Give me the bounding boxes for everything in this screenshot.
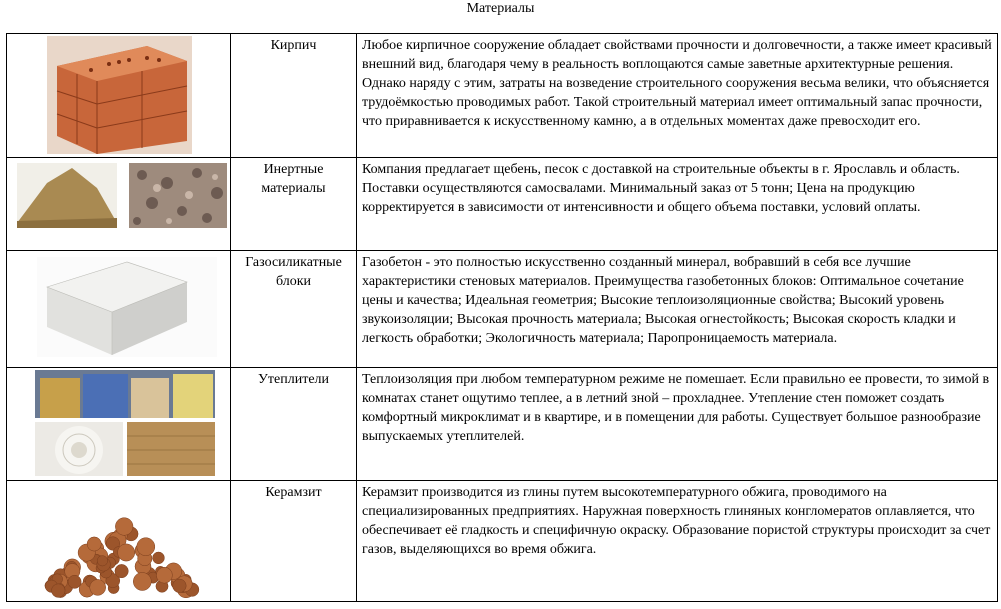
image-cell xyxy=(7,34,231,158)
material-name: Кирпич xyxy=(231,34,357,158)
sand-gravel-image xyxy=(17,163,227,228)
material-name: Утеплители xyxy=(231,368,357,481)
image-cell xyxy=(7,368,231,481)
image-cell xyxy=(7,251,231,368)
material-name: Инертные материалы xyxy=(231,158,357,251)
table-row xyxy=(7,34,998,158)
table-row xyxy=(7,481,998,602)
aerated-block-image xyxy=(37,257,217,357)
brick-stack-image xyxy=(47,36,192,154)
material-description: Любое кирпичное сооружение обладает свойствами прочности и долговечности, а также имеет красивый внешний вид, благодаря чему в реальность воплощаются самые заветные архитектурные решения. Однако наряду с этим, затраты на возведение строительного сооружения весьма велики, что объясняется трудоёмкостью проводимых работ. Такой строительный материал имеет оптимальный запас прочности, что приравнивается к искусственному камню, а в отдельных моментах даже превосходит его. xyxy=(357,34,998,158)
table-row xyxy=(7,158,998,251)
materials-table xyxy=(6,33,998,602)
material-description: Газобетон - это полностью искусственно созданный минерал, вобравший в себя все лучшие характеристики стеновых материалов. Преимущества газобетонных блоков: Оптимальное сочетание цены и качества; Идеальная геометрия; Высокие теплоизоляционные свойства; Высокий уровень звукоизоляции; Высокая прочность материала; Высокая огнестойкость; Высокая скорость кладки и легкость обработки; Экологичность материала; Паропроницаемость материала. xyxy=(357,251,998,368)
insulation-rolls-image xyxy=(35,370,215,476)
material-name: Газосиликатные блоки xyxy=(231,251,357,368)
material-description: Компания предлагает щебень, песок с доставкой на строительные объекты в г. Ярославль и область. Поставки осуществляются самосвалами. Минимальный заказ от 5 тонн; Цена на продукцию корректируется в зависимости от интенсивности и общего объема поставки, условий оплаты. xyxy=(357,158,998,251)
material-description: Теплоизоляция при любом температурном режиме не помешает. Если правильно ее провести, то зимой в комнатах станет ощутимо теплее, а в летний зной – прохладнее. Утепление стен поможет создать комфортный микроклимат и в квартире, и в помещении для работы. Существует большое разнообразие выпускаемых утеплителей. xyxy=(357,368,998,481)
page-title: Материалы xyxy=(466,1,535,16)
material-description: Керамзит производится из глины путем высокотемпературного обжига, проводимого на специализированных предприятиях. Наружная поверхность глиняных конгломератов оплавляется, что обеспечивает её гладкость и специфичную окраску. Образование пористой структуры происходит за счет газов, выделяющихся во время обжига. xyxy=(357,481,998,602)
image-cell xyxy=(7,158,231,251)
image-cell xyxy=(7,481,231,602)
material-name: Керамзит xyxy=(231,481,357,602)
table-row xyxy=(7,368,998,481)
clay-pellets xyxy=(45,518,199,598)
expanded-clay-image xyxy=(37,499,207,599)
table-row xyxy=(7,251,998,368)
